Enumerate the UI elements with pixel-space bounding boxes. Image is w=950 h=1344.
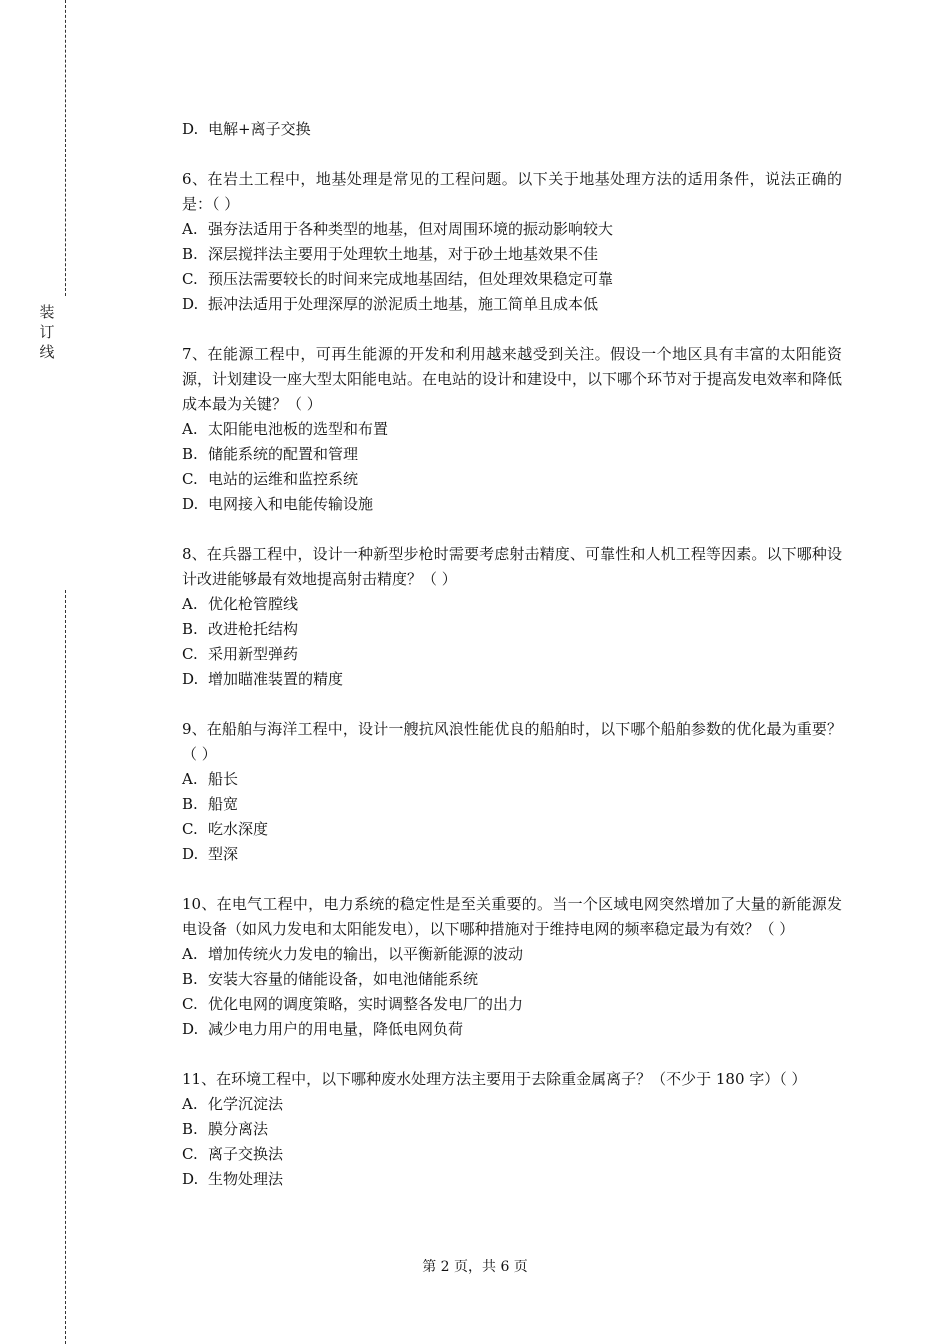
option-letter: B. [182, 445, 198, 463]
option-letter: C. [182, 645, 198, 663]
option-text: 离子交换法 [208, 1145, 284, 1163]
option-a [182, 217, 842, 242]
option-letter: C. [182, 470, 198, 488]
option-a [182, 1092, 842, 1117]
option-text: 太阳能电池板的选型和布置 [208, 420, 389, 438]
option-d [182, 492, 842, 517]
option-letter: C. [182, 820, 198, 838]
option-letter: A. [182, 220, 198, 238]
question-content [182, 117, 842, 1192]
option-b [182, 792, 842, 817]
option-c [182, 267, 842, 292]
option-d [182, 842, 842, 867]
option-text: 振冲法适用于处理深厚的淤泥质土地基，施工简单且成本低 [208, 295, 599, 313]
option-text: 型深 [208, 845, 239, 863]
option-d [182, 1017, 842, 1042]
binding-char: 订 [39, 323, 55, 341]
option-text: 电网接入和电能传输设施 [208, 495, 374, 513]
binding-char: 线 [39, 343, 55, 361]
page-footer: 第 2 页，共 6 页 [422, 1259, 528, 1275]
option-d [182, 292, 842, 317]
option-text: 膜分离法 [208, 1120, 269, 1138]
option-letter: B. [182, 970, 198, 988]
option-letter: C. [182, 995, 198, 1013]
question-6 [182, 167, 842, 317]
option-letter: B. [182, 245, 198, 263]
option-letter: D. [182, 1170, 199, 1188]
option-text: 采用新型弹药 [208, 645, 299, 663]
option-text: 电解+离子交换 [208, 120, 311, 138]
option-text: 船宽 [208, 795, 239, 813]
option-text: 预压法需要较长的时间来完成地基固结，但处理效果稳定可靠 [208, 270, 614, 288]
option-c [182, 467, 842, 492]
binding-char: 装 [39, 303, 55, 321]
option-b [182, 967, 842, 992]
option-text: 电站的运维和监控系统 [208, 470, 359, 488]
carryover-option [182, 117, 842, 142]
option-text: 深层搅拌法主要用于处理软土地基，对于砂土地基效果不佳 [208, 245, 599, 263]
question-8 [182, 542, 842, 692]
question-text: 9、在船舶与海洋工程中，设计一艘抗风浪性能优良的船舶时，以下哪个船舶参数的优化最为重要？（ ） [182, 720, 842, 763]
option-d [182, 1167, 842, 1192]
question-text: 10、在电气工程中，电力系统的稳定性是至关重要的。当一个区域电网突然增加了大量的新能源发电设备（如风力发电和太阳能发电），以下哪种措施对于维持电网的频率稳定最为有效？（ ） [182, 895, 842, 938]
option-b [182, 242, 842, 267]
option-a [182, 767, 842, 792]
option-letter: B. [182, 795, 198, 813]
option-letter: D. [182, 120, 199, 138]
option-letter: D. [182, 295, 199, 313]
option-letter: C. [182, 270, 198, 288]
option-letter: D. [182, 1020, 199, 1038]
option-letter: A. [182, 420, 198, 438]
option-text: 优化枪管膛线 [208, 595, 299, 613]
option-a [182, 417, 842, 442]
option-c [182, 992, 842, 1017]
option-text: 储能系统的配置和管理 [208, 445, 359, 463]
option-text: 吃水深度 [208, 820, 269, 838]
question-11 [182, 1067, 842, 1192]
option-b [182, 1117, 842, 1142]
option-letter: A. [182, 595, 198, 613]
option-letter: C. [182, 1145, 198, 1163]
option-letter: B. [182, 620, 198, 638]
question-10 [182, 892, 842, 1042]
option-letter: D. [182, 845, 199, 863]
option-text: 增加瞄准装置的精度 [208, 670, 344, 688]
option-c [182, 642, 842, 667]
question-text: 6、在岩土工程中，地基处理是常见的工程问题。以下关于地基处理方法的适用条件，说法正确的是：（ ） [182, 170, 842, 213]
option-letter: D. [182, 670, 199, 688]
option-c [182, 817, 842, 842]
question-text: 7、在能源工程中，可再生能源的开发和利用越来越受到关注。假设一个地区具有丰富的太阳能资源，计划建设一座大型太阳能电站。在电站的设计和建设中，以下哪个环节对于提高发电效率和降低成本最为关键？（ ） [182, 345, 843, 413]
question-7 [182, 342, 842, 517]
option-text: 化学沉淀法 [208, 1095, 284, 1113]
binding-line-top [65, 0, 66, 296]
option-a [182, 942, 842, 967]
option-text: 优化电网的调度策略，实时调整各发电厂的出力 [208, 995, 524, 1013]
option-text: 安装大容量的储能设备，如电池储能系统 [208, 970, 479, 988]
option-text: 增加传统火力发电的输出，以平衡新能源的波动 [208, 945, 524, 963]
option-text: 改进枪托结构 [208, 620, 299, 638]
question-9 [182, 717, 842, 867]
option-letter: A. [182, 945, 198, 963]
question-text: 11、在环境工程中，以下哪种废水处理方法主要用于去除重金属离子？（不少于 180 字）（ ） [182, 1070, 807, 1088]
binding-line-bottom [65, 590, 66, 1344]
binding-label [37, 302, 57, 362]
option-d [182, 667, 842, 692]
option-letter: A. [182, 770, 198, 788]
option-b [182, 617, 842, 642]
question-text: 8、在兵器工程中，设计一种新型步枪时需要考虑射击精度、可靠性和人机工程等因素。以下哪种设计改进能够最有效地提高射击精度？（ ） [182, 545, 842, 588]
option-a [182, 592, 842, 617]
option-text: 船长 [208, 770, 239, 788]
option-text: 强夯法适用于各种类型的地基，但对周围环境的振动影响较大 [208, 220, 614, 238]
option-letter: D. [182, 495, 199, 513]
option-text: 生物处理法 [208, 1170, 284, 1188]
option-letter: A. [182, 1095, 198, 1113]
option-c [182, 1142, 842, 1167]
option-text: 减少电力用户的用电量，降低电网负荷 [208, 1020, 464, 1038]
option-b [182, 442, 842, 467]
option-letter: B. [182, 1120, 198, 1138]
